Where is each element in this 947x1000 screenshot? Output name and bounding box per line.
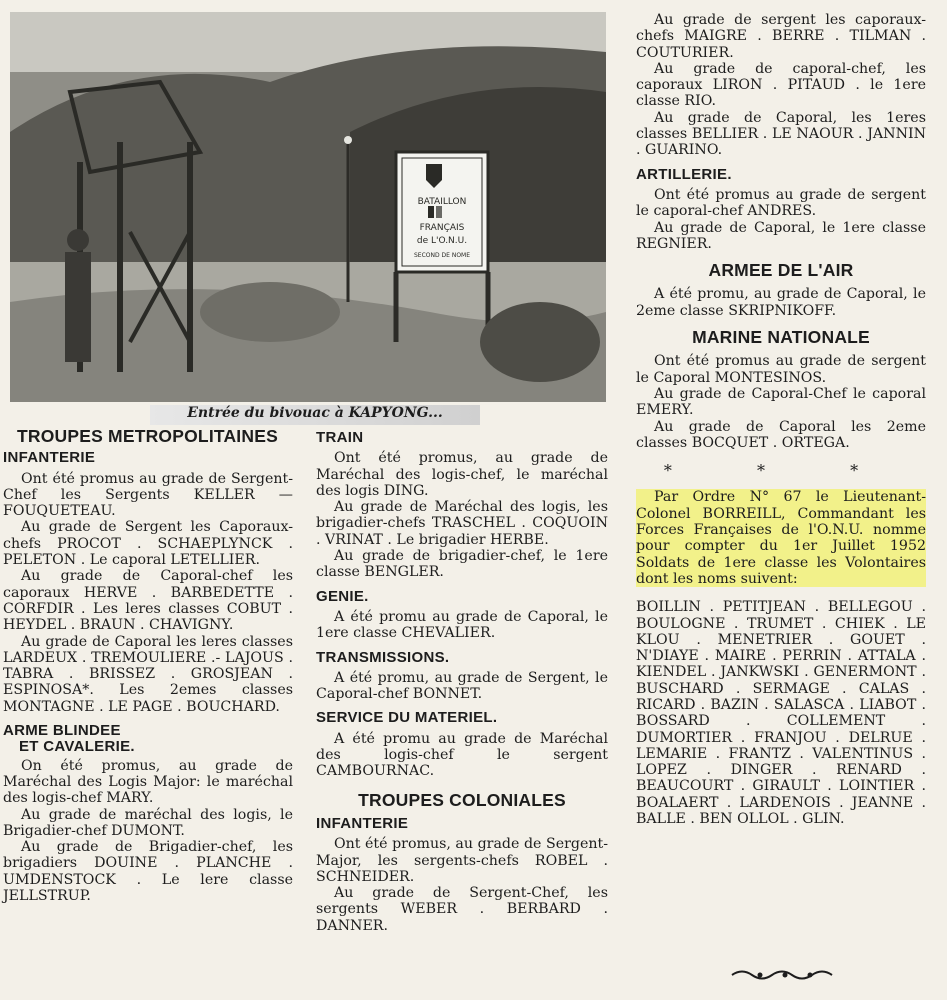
paragraph: Au grade de maréchal des logis, le Brigadier-chef DUMONT.: [3, 806, 293, 839]
section-head-infanterie-coloniale: INFANTERIE: [316, 814, 409, 832]
section-title-marine: MARINE NATIONALE: [692, 327, 870, 348]
paragraph: A été promu, au grade de Caporal, le 2eme classe SKRIPNIKOFF.: [636, 286, 926, 319]
paragraph: Au grade de sergent les caporaux-chefs MAIGRE . BERRE . TILMAN . COUTURIER.: [636, 12, 926, 61]
order-paragraph: Par Ordre N° 67 le Lieutenant-Colonel BORREILL, Commandant les Forces Françaises de l'O.N.U. nomme pour compter du 1er Juillet 1952 Soldats de 1ere classe les Volontaires dont les noms suivent:: [636, 489, 926, 587]
ornament-divider: [730, 968, 840, 982]
paragraph: Ont été promus, au grade de Maréchal des logis-chef, le maréchal des logis DING.: [316, 450, 608, 499]
paragraph: Au grade de Caporal les 2eme classes BOCQUET . ORTEGA.: [636, 418, 926, 451]
section-title-metropolitaines: TROUPES METROPOLITAINES: [17, 426, 278, 446]
paragraph: Au grade de Brigadier-chef, les brigadiers DOUINE . PLANCHE . UMDENSTOCK . Le lere classe JELLSTRUP.: [3, 839, 293, 905]
column-left: [3, 428, 293, 904]
section-head-infanterie: INFANTERIE: [3, 449, 96, 467]
column-right: [636, 12, 926, 827]
bivouac-photo: [10, 12, 606, 402]
paragraph: On été promus, au grade de Maréchal des Logis Major: le maréchal des logis-chef MARY.: [3, 757, 293, 807]
paragraph: Au grade de Caporal-Chef le caporal EMERY.: [636, 385, 926, 419]
photo-caption: Entrée du bivouac à KAPYONG...: [150, 405, 480, 425]
paragraph: Ont été promus au grade de sergent le Caporal MONTESINOS.: [636, 353, 926, 386]
paragraph: Au grade de caporal-chef, les caporaux LIRON . PITAUD . le 1ere classe RIO.: [636, 60, 926, 110]
paragraph: Ont été promus au grade de Sergent-Chef les Sergents KELLER — FOUQUETEAU.: [3, 470, 293, 520]
sign-line-3: de L'O.N.U.: [416, 236, 468, 246]
asterisk-divider: * * *: [663, 461, 899, 481]
sign-line-1: BATAILLON: [417, 197, 467, 207]
paragraph: A été promu au grade de Caporal, le 1ere classe CHEVALIER.: [316, 608, 608, 642]
section-head-materiel: SERVICE DU MATERIEL.: [316, 709, 498, 727]
bivouac-photo-drawing: [10, 12, 606, 402]
section-head-line: ARME BLINDEE: [3, 722, 121, 740]
section-head-line: ET CAVALERIE.: [19, 738, 135, 756]
section-title-armee-air: ARMEE DE L'AIR: [708, 260, 854, 281]
paragraph: Au grade de Caporal, les 1eres classes BELLIER . LE NAOUR . JANNIN . GUARINO.: [636, 109, 926, 159]
paragraph: A été promu au grade de Maréchal des logis-chef le sergent CAMBOURNAC.: [316, 730, 608, 780]
paragraph: Au grade de Caporal, le 1ere classe REGNIER.: [636, 219, 926, 252]
section-head-genie: GENIE.: [316, 587, 369, 605]
column-middle: [316, 430, 608, 934]
section-head-arme-blindee: [3, 723, 293, 756]
paragraph: Au grade de Sergent les Caporaux-chefs PROCOT . SCHAEPLYNCK . PELETON . Le caporal LETELLIER.: [3, 519, 293, 569]
section-head-train: TRAIN: [316, 429, 364, 446]
sign-line-4: SECOND DE NOME: [413, 252, 471, 259]
section-title-coloniales: TROUPES COLONIALES: [358, 789, 566, 810]
paragraph: Ont été promus, au grade de Sergent-Major, les sergents-chefs ROBEL . SCHNEIDER.: [316, 836, 608, 885]
paragraph: Ont été promus au grade de sergent le caporal-chef ANDRES.: [636, 186, 926, 220]
paragraph: A été promu, au grade de Sergent, le Caporal-chef BONNET.: [316, 669, 608, 703]
paragraph: Au grade de Maréchal des logis, les brigadier-chefs TRASCHEL . COQUOIN . VRINAT . Le brigadier HERBE.: [316, 499, 608, 548]
sign-line-2: FRANÇAIS: [419, 223, 465, 233]
names-list: BOILLIN . PETITJEAN . BELLEGOU . BOULOGNE . TRUMET . CHIEK . LE KLOU . MENETRIER . GOUET . N'DIAYE . MAIRE . PERRIN . ATTALA . KIENDEL . JANKWSKI . GENERMONT . BUSCHARD . SERMAGE . CALAS . RICARD . BAZIN . SALASCA . LIABOT . BOSSARD . COLLEMENT . DUMORTIER . FRANJOU . DELRUE . LEMARIE . FRANTZ . VALENTINUS . LOPEZ . DINGER . RENARD . BEAUCOURT . GIRAULT . LOINTIER . BOALAERT . LARDENOIS . JEANNE . BALLE . BEN OLLOL . GLIN.: [636, 599, 926, 828]
paragraph: Au grade de brigadier-chef, le 1ere classe BENGLER.: [316, 548, 608, 581]
section-head-artillerie: ARTILLERIE.: [636, 165, 732, 183]
paragraph: Au grade de Sergent-Chef, les sergents WEBER . BERBARD . DANNER.: [316, 885, 608, 934]
paragraph: Au grade de Caporal-chef les caporaux HERVE . BARBEDETTE . CORFDIR . Les leres classes COBUT . HEYDEL . BRAUN . CHAVIGNY.: [3, 568, 293, 634]
section-head-transmissions: TRANSMISSIONS.: [316, 648, 450, 666]
paragraph: Au grade de Caporal les leres classes LARDEUX . TREMOULIERE .- LAJOUS . TABRA . BRISSEZ . GROSJEAN . ESPINOSA*. Les 2emes classes MONTAGNE . LE PAGE . BOUCHARD.: [3, 633, 293, 715]
